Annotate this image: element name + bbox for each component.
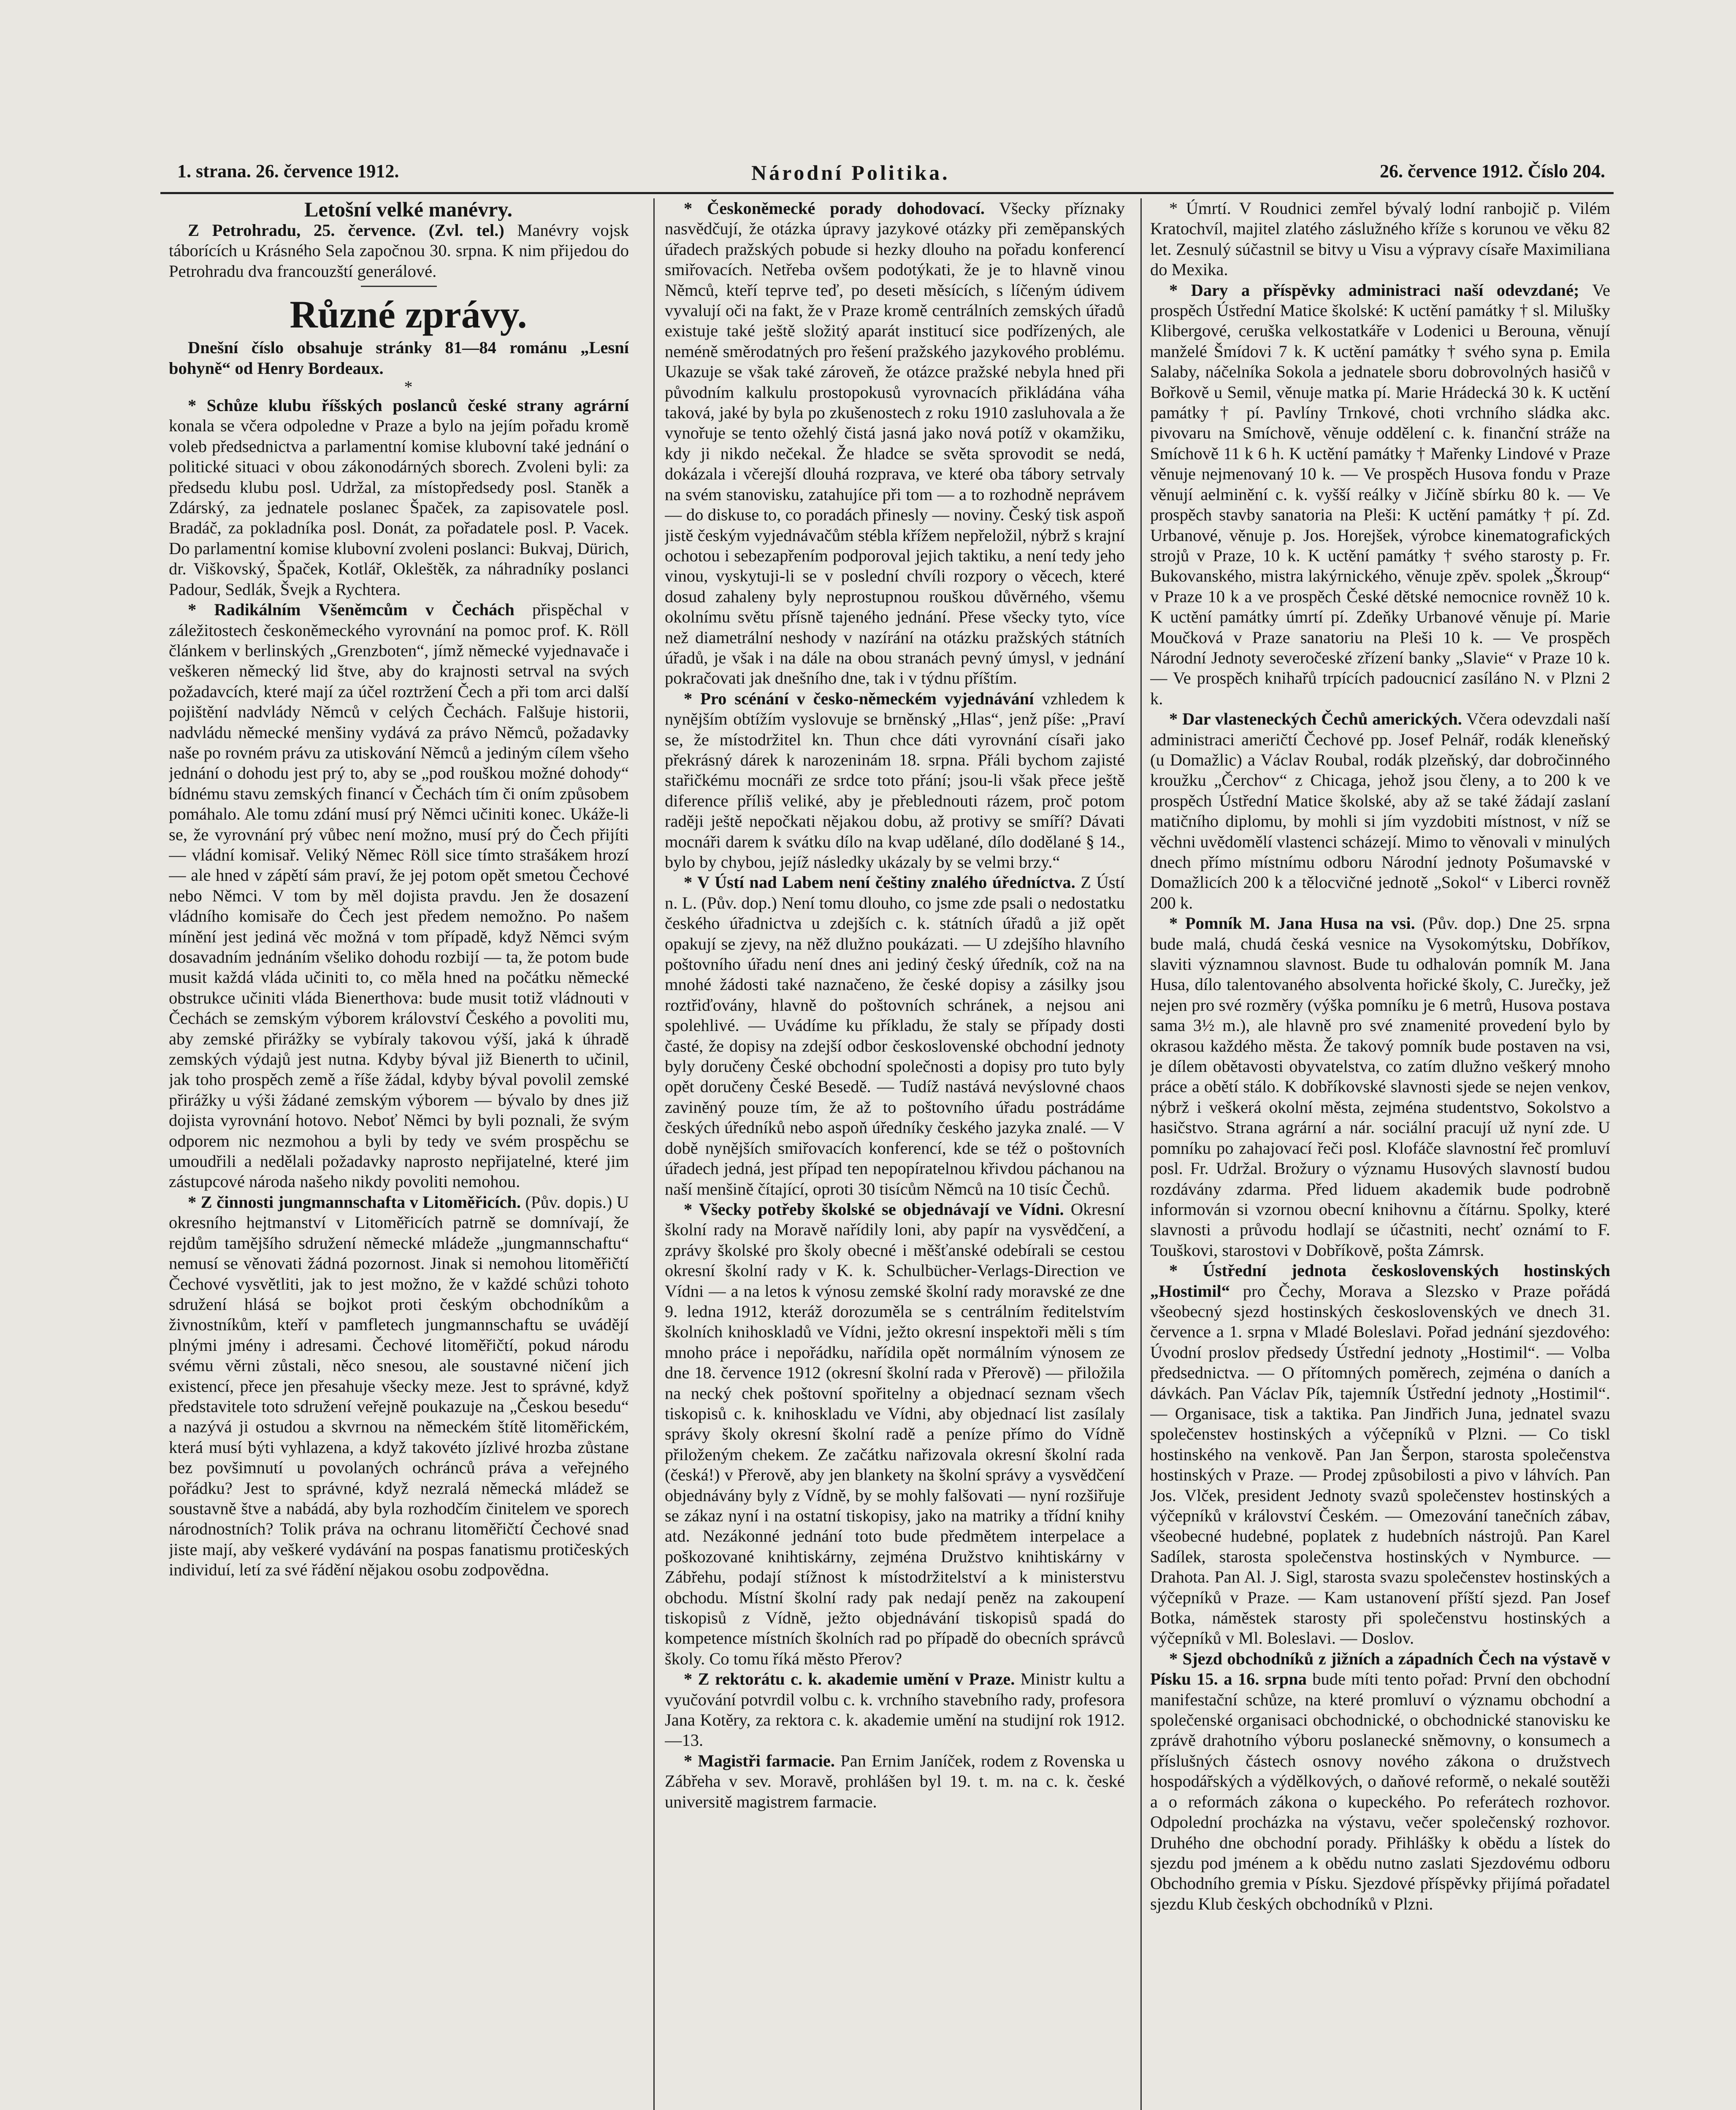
article-hostimil [1150, 1261, 1610, 1649]
article-lead: * V Ústí nad Labem není češtiny znalého úředníctva. [684, 873, 1075, 892]
column-divider [1140, 198, 1142, 2110]
header-page-date: 1. strana. 26. července 1912. [177, 161, 399, 181]
article-skolske-potreby [665, 1199, 1125, 1669]
article-text: bude míti tento pořad: První den obchodní manifestační schůze, na které promluví o významu obchodní a společenské organisaci obchodnické, o obchodnické stanovisku ke zprávě drahotního výboru poslanecké sněmovny, o konsumech a příslušných částech osnovy nového zákona o družstvech hospodářských a výdělkových, o daňové reformě, o nekalé soutěži a o reformách zákona o kupeckého. Po referátech rozhovor. Odpolední procházka na výstavu, večer společenský rozhovor. Druhého dne obchodní porady. Přihlášky k obědu a lístek do sjezdu pod jménem a k obědu nutno zaslati Sjezdovému odboru Obchodního gremia v Písku. Sjezdové příspěvky přijímá pořadatel sjezdu Klub českých obchodníků v Plzni. [1150, 1669, 1610, 1913]
article-lead: * Magistři farmacie. [684, 1751, 835, 1770]
article-vseněmci [169, 600, 629, 1192]
column-middle [665, 198, 1125, 2110]
article-lead: * Schůze klubu říšských poslanců české strany agrární [188, 396, 629, 415]
article-dary [1150, 280, 1610, 709]
article-porady [665, 198, 1125, 689]
article-text: Z Ústí n. L. (Pův. dop.) Není tomu dlouho, co jsme zde psali o nedostatku českého úřadnictva u zdejších c. k. státních úřadů a již opět opakují se zjevy, na něž dlužno poukázati. — U zdejšího hlavního poštovního úřadu není dnes ani jediný český úředník, což na na mnohé žádosti také naznačeno, že české dopisy a zásilky jsou roztřiďovány, hlavně do poštovních schránek, a nejsou ani spolehlivé. — Uvádíme ku příkladu, že staly se případy dosti časté, že dopisy na zdejší odbor československé obchodní jednoty byly doručeny České obchodní společnosti a dopisy pro tuto byly opět doručeny České Besedě. — Tudíž nastává nevýslovné chaos zaviněný pouze tím, že až to poštovního úřadu postrádáme českých úředníků nebo aspoň úředníky českého jazyka znalé. — V době nynějších smiřovacích konferencí, kde se též o poštovních úřadech jedná, jest případ ten nepopíratelnou křivdou páchanou na naší menšině čítající, oproti 30 tisícům Němců na 10 tisíc Čechů. [665, 873, 1125, 1198]
article-lead: * Z činnosti jungmannschafta v Litoměřicích. [188, 1192, 521, 1212]
column-left [169, 198, 629, 2110]
header-rule [160, 192, 1614, 194]
article-lead: * Z rektorátu c. k. akademie umění v Praze. [684, 1669, 1015, 1689]
article-text: (Pův. dop.) Dne 25. srpna bude malá, chudá česká vesnice na Vysokomýtsku, Dobříkov, slaviti významnou slavnost. Bude tu odhalován pomník M. Jana Husa, dílo talentovaného absolventa hořické školy, C. Jurečky, jež nejen pro své rozměry (výška pomníku je 6 metrů, Husova postava sama 3½ m.), ale hlavně pro své znamenité provedení bylo by okrasou každého města. Že takový pomník bude postaven na vsi, je dílem obětavosti obyvatelstva, co zatím dlužno veškerý mnoho práce a obětí stálo. K dobříkovské slavnosti sjede se nejen venkov, nýbrž i veškerá okolní města, zejména studentstvo, Sokolstvo a hasičstvo. Strana agrární a nár. sociální pracují už nyní zde. U pomníku po zahajovací řeči posl. Klofáče slavnostní řeč promluví posl. Fr. Udržal. Brožury o významu Husových slavností budou rozdávány zdarma. Před liduem akademik bude podrobně informován si vzornou obecní knihovnu a čítárnu. Spolky, které slavnosti a průvodu hodlají se účastniti, nechť oznámí to F. Touškovi, starostovi v Dobříkově, pošta Zámrsk. [1150, 914, 1610, 1260]
article-text: Manévry vojsk táborících u Krásného Sela započnou 30. srpna. K nim přijedou do Petrohradu dva francouzští generálové. [169, 221, 629, 281]
article-klub-agrarni [169, 395, 629, 600]
article-manevry [169, 220, 629, 281]
article-umrti: * Úmrtí. V Roudnici zemřel bývalý lodní ranbojič p. Vilém Kratochvíl, majitel zlatého záslužného kříže s korunou ve věku 82 let. Zesnulý súčastnil se bitvy u Visu a výpravy císaře Maximiliana do Mexika. [1150, 199, 1610, 279]
article-text: konala se včera odpoledne v Praze a bylo na jejím pořadu kromě voleb předsednictva a parlamentní komise klubovní také jednání o politické situaci v obou zákonodárných sborech. Zvoleni byli: za předsedu klubu posl. Udržal, za místopředsedy posl. Staněk a Zdárský, za jednatele poslanec Špaček, za zapisovatele posl. Bradáč, za pokladníka posl. Donát, za pořadatele posl. P. Vacek. Do parlamentní komise klubovní zvoleni poslanci: Bukvaj, Dürich, dr. Viškovský, Špaček, Kotlář, Okleštěk, za náhradníky poslanci Padour, Sedlák, Švejk a Rychtera. [169, 416, 629, 599]
article-text: pro Čechy, Morava a Slezsko v Praze pořádá všeobecný sjezd hostinských československých ve dnech 31. července a 1. srpna v Mladé Boleslavi. Pořad jednání sjezdového: Úvodní proslov předsedy Ústřední jednoty „Hostimil“. — Volba předsednictva. — O přítomných poměrech, zejména o daních a dávkách. Pan Václav Pík, tajemník Ústřední jednoty „Hostimil“. — Organisace, tisk a taktika. Pan Jindřich Juna, jednatel svazu společenstev hostinských a výčepníků v Plzni. — Co tiskl hostinského na venkově. Pan Jan Šerpon, starosta společenstva hostinských v Praze. — Prodej způsobilosti a pivo v láhvích. Pan Jos. Vlček, president Jednoty svazů společenstev hostinských a výčepníků v království Českém. — Omezování tanečních zábav, všeobecné hudebné, poplatek z hudebních nástrojů. Pan Karel Sadílek, starosta společenstva hostinských v Nymburce. — Drahota. Pan Al. J. Sigl, starosta svazu společenstev hostinských a výčepníků v Praze. — Kam ustanovení příští sjezd. Pan Josef Botka, náměstek starosty při společenstvu hostinských a výčepníků v Ml. Boleslavi. — Doslov. [1150, 1281, 1610, 1648]
article-text: Všecky příznaky nasvědčují, že otázka úpravy jazykové otázky při zeměpanských úřadech pražských pobude si hezky dlouho na pořadu konferencí smiřovacích. Netřeba ovšem podotýkati, že je to hlavně vinou Němců, kteří teprve teď, po deseti měsících, s líčeným údivem vyvalují oči na fakt, že v Praze kromě centrálních zemských úřadů existuje také ještě složitý aparát institucí sice podřízených, ale neméně směrodatných pro řešení pražského jazykového problému. Ukazuje se však také zároveň, že otázce pražské nebyla hned při původním kalkulu prostopokusů vyrovnacích přikládána váha taková, jaké by byla po zkušenostech z roku 1910 zasluhovala a že vynořuje se tento ožehlý čistá jasná jako nová potíž v okamžiku, kdy ji nikdo nečekal. Že hladce se světa sprovodit se nedá, dokázala i včerejší dlouhá rozprava, ve které oba tábory setrvaly na svém stanovisku, zatahujíce při tom — a to rozhodně neprávem — do diskuse to, co poradách přinesly — noviny. Český tisk aspoň jistě českým vyjednávačům stébla křížem nepřeložil, nýbrž s krajní ochotou i sebezapřením podporoval jejich taktiku, a není tedy jeho vinou, vyskytuji-li se v poslední chvíli rozpory o věcech, které dosud zahaleny byly neprostupnou rouškou důvěrného, všemu okolnímu světu přísně tajeného jednání. Přese všecky tyto, více než diametrální neshody v nazírání na otázku pražských státních úřadů, je však i na dále na obou stranách pevný úmysl, v jednání pokračovati jak dnešního dne, tak i v týdnu příštím. [665, 199, 1125, 688]
article-americti-cechove [1150, 709, 1610, 913]
article-lead: * Pomník M. Jana Husa na vsi. [1169, 914, 1415, 933]
section-heading: Různé zprávy. [290, 293, 527, 336]
column-right [1150, 198, 1610, 2110]
asterisk-separator: * [404, 377, 413, 397]
novel-title: „Lesní bohyně“ [169, 338, 629, 378]
article-text: Ve prospěch Ústřední Matice školské: K uctění památky † sl. Milušky Klibergové, ceruška velkostatkáře v Lodenici u Berouna, věnují manželé Šmídovi 7 k. K uctění památky † svého syna p. Emila Salaby, náčelníka Sokola a jednatele sboru dobrovolných hasičů v Bořkově u Semil, věnuje matka pí. Marie Hrádecká 30 k. K uctění památky † pí. Pavlíny Trnkové, choti vrchního sládka akc. pivovaru na Smíchově, věnuje oddělení c. k. finanční stráže na Smíchově 11 k 6 h. K uctění památky † Mařenky Lindové v Praze věnuje nejmenovaný 10 k. — Ve prospěch Husova fondu v Praze věnují aelminění c. k. vyšší reálky v Jičíně sbírku 80 k. — Ve prospěch stavby sanatoria na Pleši: K uctění památky † pí. Zd. Urbanové, věnuje p. Jos. Horejšek, výrobce kinematografických strojů v Praze, 10 k. K uctění památky † svého starosty p. Fr. Bukovanského, mistra lakýrnického, věnuje zpěv. spolek „Škroup“ v Praze 10 k a ve prospěch České dětské nemocnice rovněž 10 k. K uctění památky úmrtí pí. Zdeňky Urbanové věnuje pí. Marie Moučková v Praze sanatoriu na Pleši 10 k. — Ve prospěch Národní Jednoty severočeské zřízení banky „Slavie“ v Praze 10 k. — Ve prospěch knihařů trpících padoucnicí zasíláno N. v Plzni 2 k. [1150, 280, 1610, 708]
article-lead: Z Petrohradu, 25. července. (Zvl. tel.) [188, 221, 504, 240]
article-text: Ministr kultu a vyučování potvrdil volbu c. k. vrchního stavebního rady, profesora Jana Kotěry, za rektora c. k. akademie umění na studijní rok 1912.—13. [665, 1669, 1125, 1750]
article-text: Okresní školní rady na Moravě nařídily loni, aby papír na vysvědčení, a zprávy školské pro školy obecné i měšťanské odebírali se cestou okresní školní rady v K. k. Schulbücher-Verlags-Direction ve Vídni — a na letos k výnosu zemské školní rady moravské ze dne 9. ledna 1912, kteráž dorozuměla se s centrálním ředitelstvím školních knihoskladů ve Vídni, ježto okresní inspektoři měli s tím mnoho práce i nepořádku, nařídila opět normálním výnosem ze dne 18. července 1912 (okresní školní rada v Přerově) — přiložila na necký chek poštovní spořitelny a objednací seznam všech tiskopisů c. k. knihoskladu ve Vídni, aby objednací list zasílaly správy školy okresní školní radě a peníze přímo do Vídně přiloženým chekem. Ze začátku nařizovala okresní školní rada (česká!) v Přerově, aby jen blankety na školní správy a vysvědčení objednávány byly z Vídně, by se mohly falšovati — nyní rozšiřuje se zákaz nyní i na ostatní tiskopisy, jako na matriky a třídní knihy atd. Nezákonné jednání toto bude předmětem interpelace a poškozované knihtiskárny, zejména Družstvo knihtiskárny v Zábřehu, podají stížnost k místodržitelství a k ministerstvu obchodu. Místní školní rady pak nedají peněz na zakoupení tiskopisů z Vídně, ježto objednávání tiskopisů spadá do kompetence místních školních rad po případě do obecních správců školy. Co tomu říká město Přerov? [665, 1199, 1125, 1668]
article-text: Pan Ernim Janíček, rodem z Rovenska u Zábřeha v sev. Moravě, prohlášen byl 19. t. m. na c. k. české universitě magistrem farmacie. [665, 1751, 1125, 1811]
article-lead: * Radikálním Všeněmcům v Čechách [188, 600, 515, 619]
section-divider [361, 286, 437, 287]
article-lead: * Ústřední jednota československých hostinských „Hostimil“ [1150, 1261, 1610, 1301]
article-lead: * Sjezd obchodníků z jižních a západních Čech na výstavě v Písku 15. a 16. srpna [1150, 1649, 1610, 1689]
contents-text: Dnešní číslo obsahuje stránky 81—84 románu [188, 338, 567, 357]
article-lead: * Dary a příspěvky administraci naší odevzdané; [1169, 280, 1579, 300]
article-text: Včera odevzdali naší administraci američtí Čechové pp. Josef Pelnář, rodák kleneňský (u Domažlic) a Václav Roubal, rodák plzeňský, dar dobročinného kroužku „Čerchov“ z Chicaga, jehož jsou členy, a to 200 k ve prospěch Ústřední Matice školské, aby až se také žádají zaslaní matičního diplomu, by mohli si jím vyzdobiti místnost, v níž se věchni uvědomělí vlastenci scházejí. Mimo to věnovali v minulých dnech přímo místnímu odboru Národní jednoty Pošumavské v Domažlicích 200 k a tělocvičné jednotě „Sokol“ v Liberci rovněž 200 k. [1150, 709, 1610, 912]
page-header [160, 160, 1614, 187]
article-title-manevry: Letošní velké manévry. [304, 198, 513, 221]
article-text: vzhledem k nynějším obtížím vyslovuje se brněnský „Hlas“, jenž píše: „Praví se, že místodržitel kn. Thun chce dáti vyrovnání císaři jako překrásný dárek k narozeninám 18. srpna. Přáli bychom zajisté stařičkému mocnáři ze srdce toto přání; jsou-li však přece ještě diference příliš veliké, aby je přeblednouti rázem, proč potom raději ještě nepočkati nějakou dobu, až protivy se smíří? Dávati mocnáři darem k svátku dílo na kvap udělané, dílo dodělané § 14., bylo by chybou, jejíž následky ukázaly by se velmi brzy.“ [665, 689, 1125, 871]
article-vyjednavani [665, 689, 1125, 873]
article-farmacie [665, 1751, 1125, 1812]
article-text: (Pův. dopis.) U okresního hejtmanství v Litoměřicích patrně se domnívají, že rejdům tamějšího sdružení německé mládeže „jungmannschaftu“ nemusí se věnovati žádná pozornost. Jinak si nemohou litoměřičtí Čechové vysvětliti, jak to jest možno, že v každé schůzi tohoto sdružení hlásá se bojkot proti českým obchodníkům a živnostníkům, kteří v pamfletech jungmannschaftu se uvádějí plnými jmény i adresami. Čechové litoměřičtí, pokud národu svému věrni zůstali, něco snesou, ale soustavné ničení jich existencí, přece jen přesahuje všecky meze. Jest to správné, když představitele toto sdružení veřejně poukazuje na „Českou besedu“ a nazývá ji ostudou a skvrnou na německém štítě litoměřickém, která musí býti vyhlazena, a když takovéto jízlivé hrozba zůstane bez povšimnutí u povolaných ochránců práva a veřejného pořádku? Jest to správné, když nezralá německá mládež se soustavně štve a nabádá, aby byla rozhodčím činitelem ve sporech národnostních? Tolik práva na ochranu litoměřičtí Čechové snad jiste mají, aby veškeré vydávání na pospas fanatismu protičeských individuí, letí za své řádění nějakou osobu zodpovědna. [169, 1192, 629, 1580]
header-issue-number: 26. července 1912. Číslo 204. [1380, 161, 1605, 181]
article-text: přispěchal v záležitostech českoněmeckého vyrovnání na pomoc prof. K. Röll článkem v berlinských „Grenzboten“, jímž německé vyjednavače i veškeren německý lid štve, aby do krajnosti setrval na svých požadavcích, které mají za účel roztržení Čech a při tom arci další pojištění nadvlády Němců v celých Čechách. Falšuje historii, nadvládu německé menšiny vydává za právo Němců, požadavky naše po rovném právu za utiskování Němců a jediným cílem všeho jednání o dohodu jest prý to, aby se „pod rouškou možné dohody“ bídnému stavu zemských financí v Čechách tím či oním způsobem pomáhalo. Ale tomu zdání musí prý Němci učiniti konec. Ukáže-li se, že vyrovnání prý vůbec není možno, musí prý do Čech přijíti — vládní komisař. Veliký Němec Röll sice tímto strašákem hrozí — ale hned v zápětí sám praví, že jej potom opět smetou Čechové nebo Němci. V tom by měl dojista pravdu. Jen že dosazení vládního komisaře do Čech jest předem nemožno. Po našem mínění jest jediná věc možná v tom případě, když Němci svým dosavadním jednáním všeliko dohodu rozbijí — ta, že potom bude musit každá vláda učiniti to, co měla hned na počátku německé obstrukce učiniti vláda Bienerthova: bude musit totiž vládnouti v Čechách se zemským výborem království Českého a povoliti mu, aby zemské přirážky se vybíraly takovou výší, jaká k úhradě zemských výdajů jest nutna. Kdyby býval již Bienerth to učinil, jak toho prospěch země a říše žádal, kdyby býval povolil zemské přirážky u výši žádané zemským výborem — bývalo by dnes již dojista vyrovnání hotovo. Neboť Němci by byli poznali, že svým odporem nic nezmohou a byli by tedy ve svém prospěchu se umoudřili a nedělali požadavky naprosto nepřijatelné, které jim zástupcové národa našeho nikdy povoliti nemohou. [169, 600, 629, 1191]
article-lead: * Všecky potřeby školské se objednávají ve Vídni. [684, 1199, 1064, 1219]
novel-author: od Henry Bordeaux. [235, 358, 384, 378]
article-jungmannschaft [169, 1192, 629, 1580]
masthead-title: Národní Politika. [751, 161, 950, 184]
article-lead: * Českoněmecké porady dohodovací. [684, 199, 985, 218]
article-sjezd-obchodniku [1150, 1649, 1610, 1914]
article-usti [665, 872, 1125, 1199]
article-rektorat [665, 1669, 1125, 1751]
article-lead: * Pro scénání v česko-německém vyjednávání [684, 689, 1034, 708]
article-lead: * Dar vlasteneckých Čechů amerických. [1169, 709, 1462, 729]
column-divider [653, 198, 655, 2110]
issue-contents-note [169, 338, 629, 379]
article-pomnik-husa [1150, 913, 1610, 1261]
